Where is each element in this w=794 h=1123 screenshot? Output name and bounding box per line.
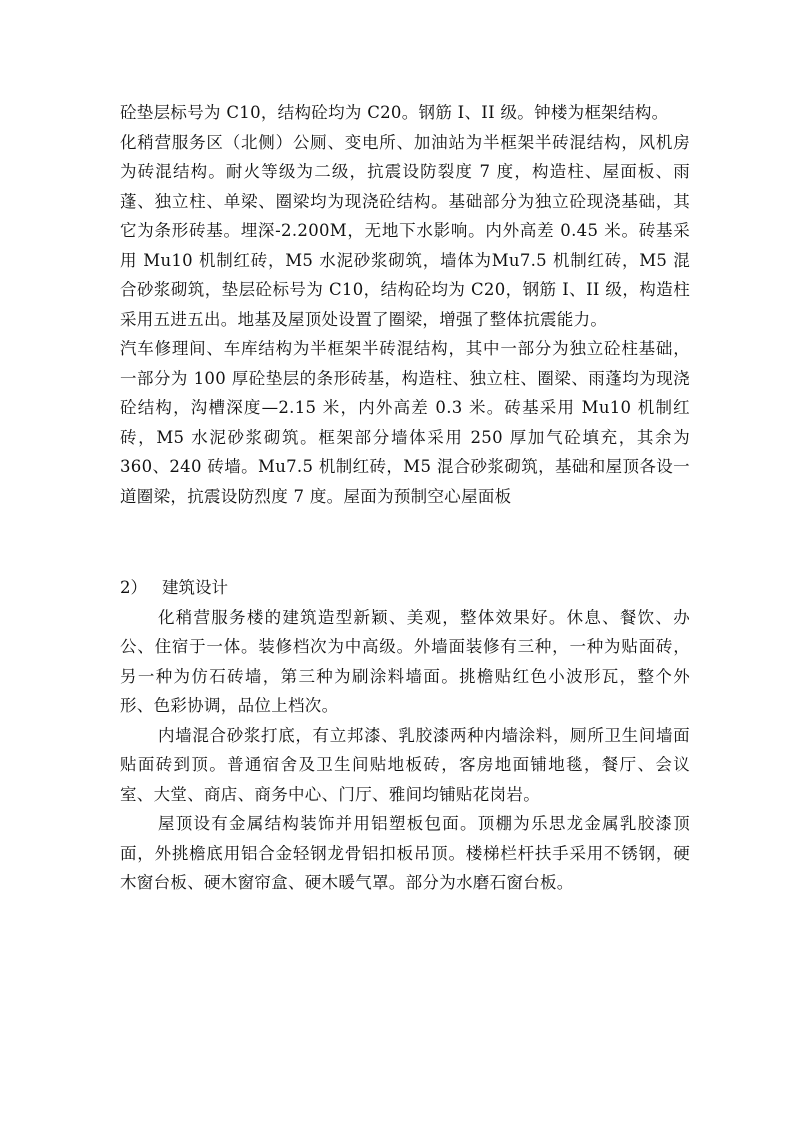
paragraph-building-design: 化稍营服务楼的建筑造型新颖、美观，整体效果好。休息、餐饮、办公、住宿于一体。装修档次为中高级。外墙面装修有三种，一种为贴面砖，另一种为仿石砖墙，第三种为刷涂料墙面。挑檐贴红色小波形瓦，整个外形、色彩协调，品位上档次。 — [120, 607, 690, 715]
section-spacer — [120, 511, 690, 573]
paragraph-garage-structure: 汽车修理间、车库结构为半框架半砖混结构，其中一部分为独立砼柱基础，一部分为 100 厚砼垫层的条形砖基，构造柱、独立柱、圈梁、雨蓬均为现浇砼结构，沟槽深度—2.15 米，内外高差 0.3 米。砖基采用 Mu10 机制红砖，M5 水泥砂浆砌筑。框架部分墙体采用 250 厚加气砼填充，其余为 360、240 砖墙。Mu7.5 机制红砖，M5 混合砂浆砌筑，基础和屋顶各设一道圈梁，抗震设防烈度 7 度。屋面为预制空心屋面板 — [120, 339, 690, 506]
section-heading — [120, 573, 690, 603]
section-title: 建筑设计 — [162, 578, 228, 597]
paragraph-north-service-area: 化稍营服务区（北侧）公厕、变电所、加油站为半框架半砖混结构，风机房为砖混结构。耐火等级为二级，抗震设防裂度 7 度，构造柱、屋面板、雨蓬、独立柱、单梁、圈梁均为现浇砼结构。基础部分为独立砼现浇基础，其它为条形砖基。埋深-2.200M，无地下水影响。内外高差 0.45 米。砖基采用 Mu10 机制红砖，M5 水泥砂浆砌筑，墙体为Mu7.5 机制红砖，M5 混合砂浆砌筑，垫层砼标号为 C10，结构砼均为 C20，钢筋 I、II 级，构造柱采用五进五出。地基及屋顶处设置了圈梁，增强了整体抗震能力。 — [120, 132, 690, 329]
paragraph-interior-walls: 内墙混合砂浆打底，有立邦漆、乳胶漆两种内墙涂料，厕所卫生间墙面贴面砖到顶。普通宿舍及卫生间贴地板砖，客房地面铺地毯，餐厅、会议室、大堂、商店、商务中心、门厅、雅间均铺贴花岗岩。 — [120, 725, 690, 804]
section-number: 2） — [120, 578, 147, 597]
paragraph-roof-ceiling: 屋顶设有金属结构装饰并用铝塑板包面。顶棚为乐思龙金属乳胶漆顶面，外挑檐底用铝合金轻钢龙骨铝扣板吊顶。楼梯栏杆扶手采用不锈钢，硬木窗台板、硬木窗帘盒、硬木暖气罩。部分为水磨石窗台板。 — [120, 814, 690, 892]
page-content — [120, 98, 690, 898]
paragraph-concrete-grade: 砼垫层标号为 C10，结构砼均为 C20。钢筋 I、II 级。钟楼为框架结构。 — [120, 103, 669, 122]
